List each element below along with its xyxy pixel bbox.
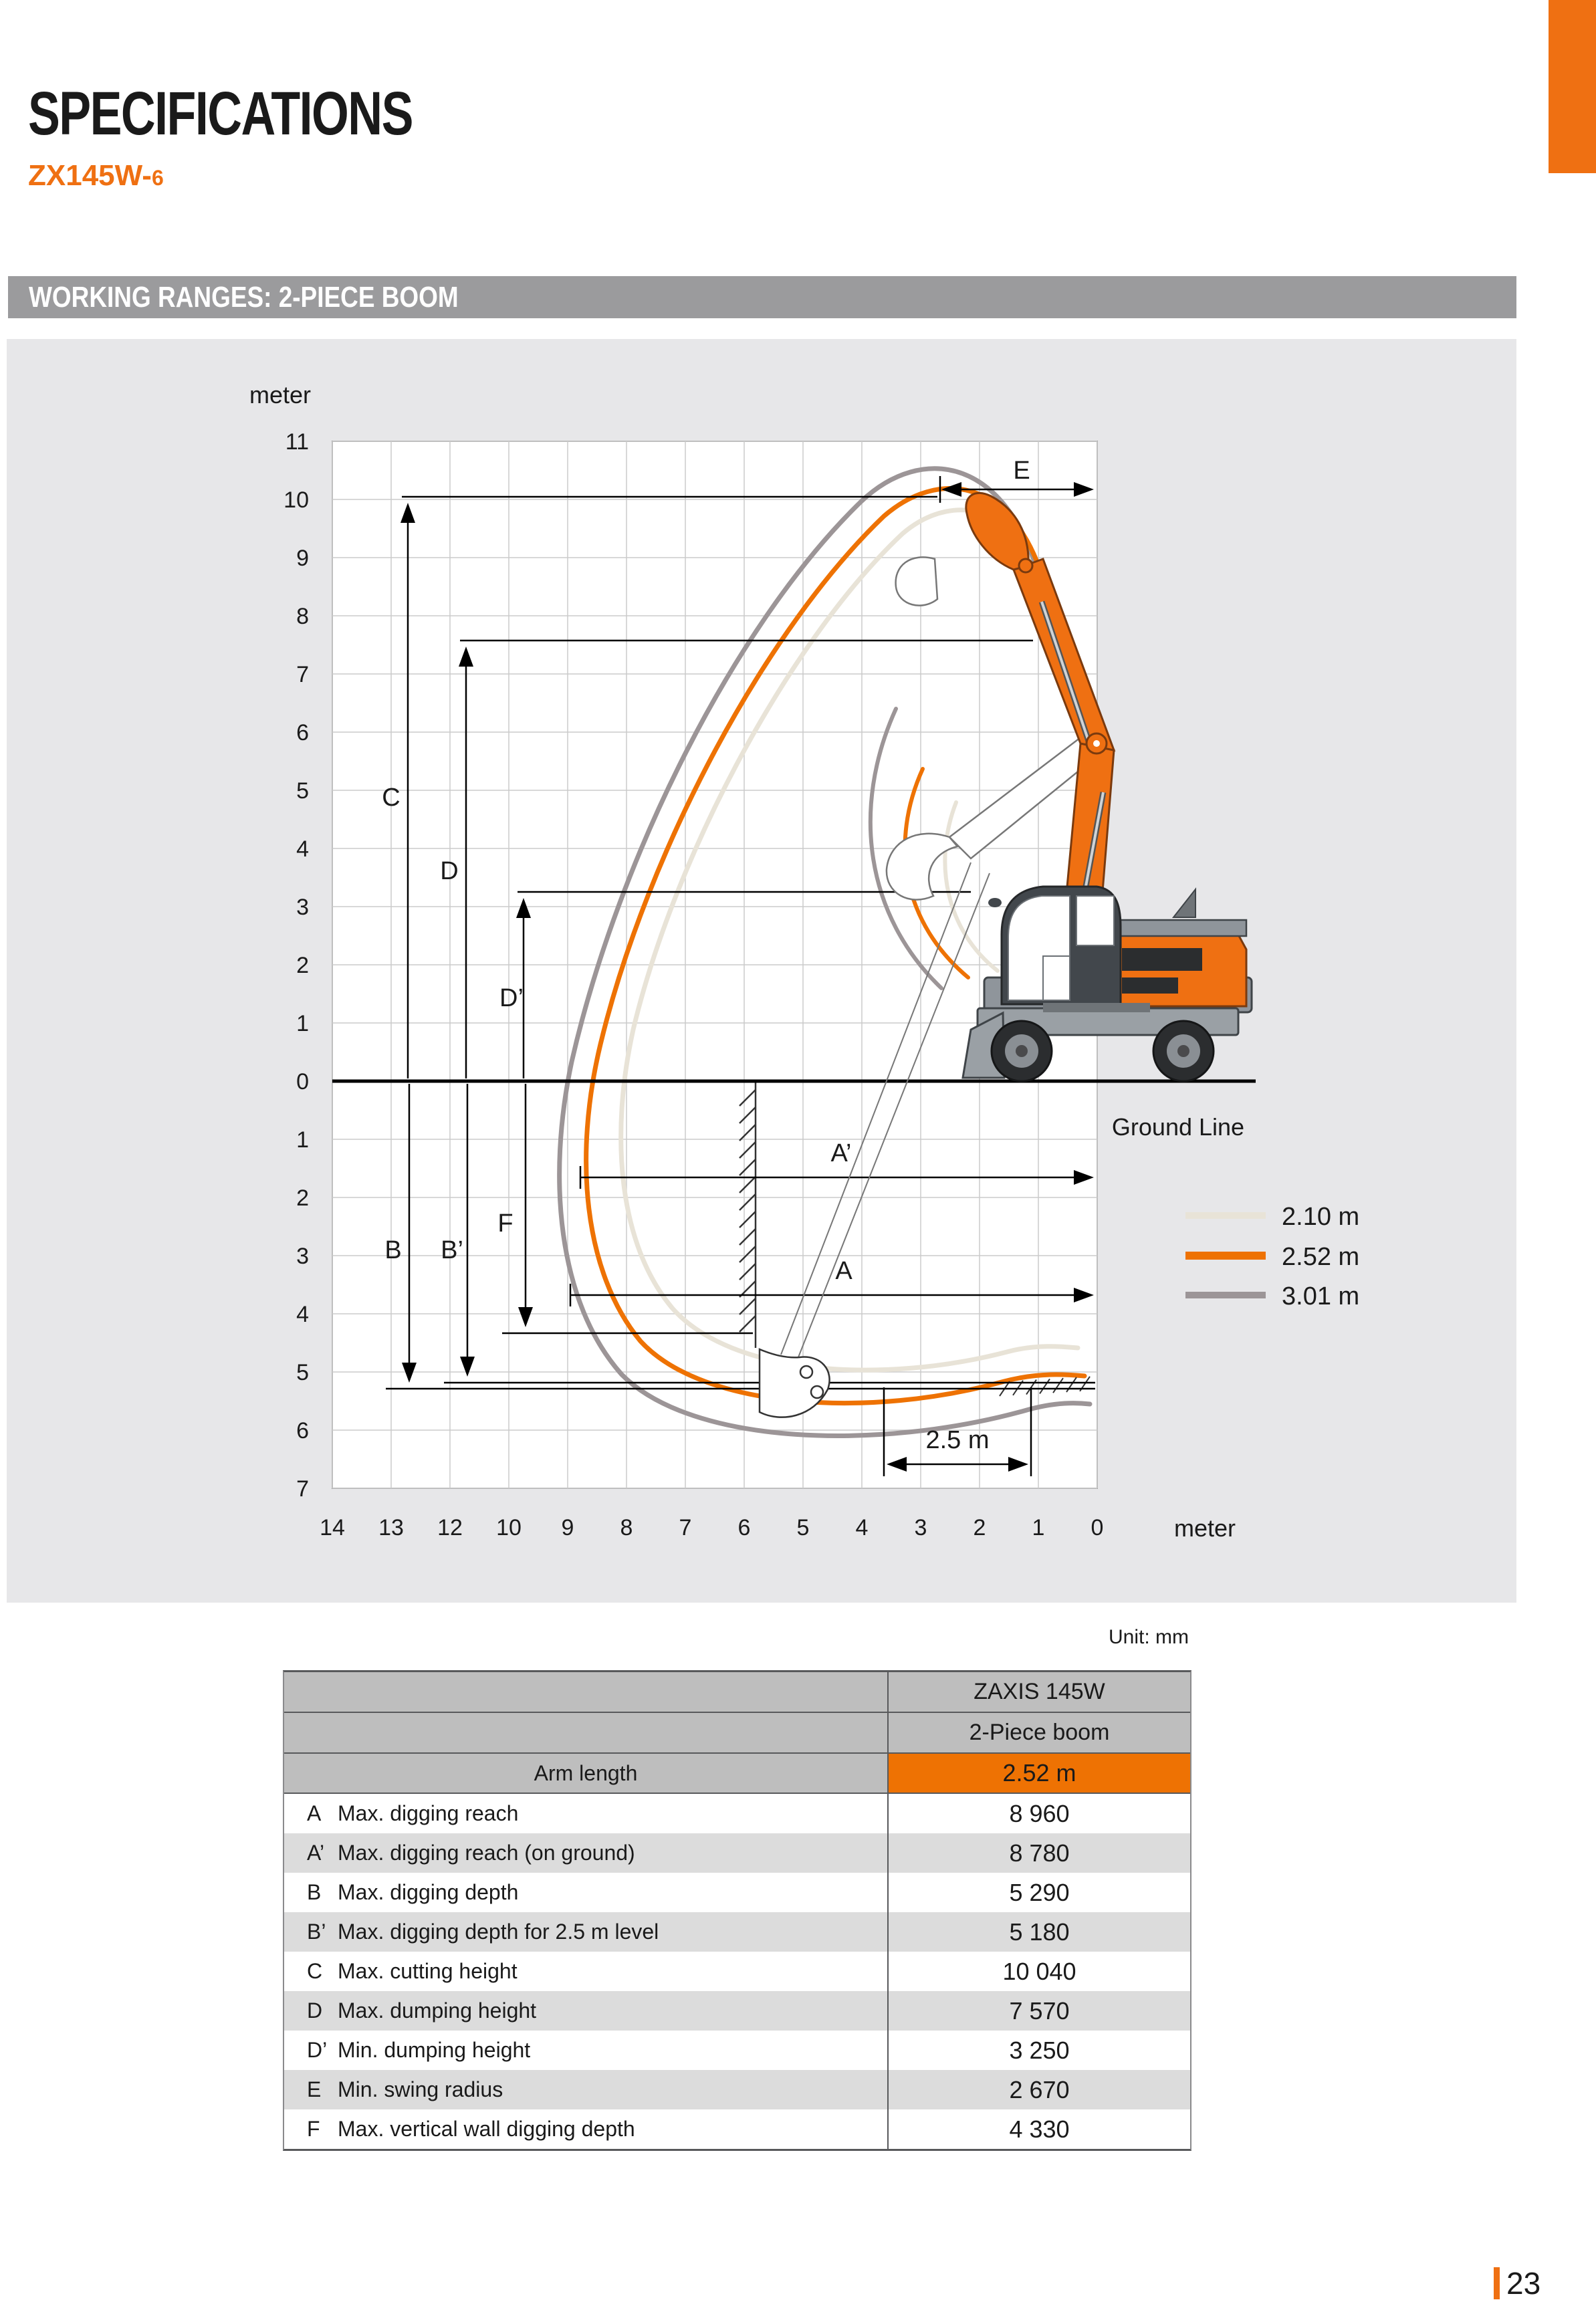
legend-swatch-3-01m	[1185, 1292, 1266, 1298]
dim-label-E: E	[1013, 457, 1030, 485]
y-tick-label: 7	[296, 662, 309, 687]
row-label: Max. digging reach	[338, 1801, 519, 1825]
y-tick-label: 2	[296, 1185, 309, 1211]
y-tick-label: 2	[296, 953, 309, 978]
page-title: SPECIFICATIONS	[28, 80, 413, 148]
legend-swatch-2-10m	[1185, 1212, 1266, 1219]
table-row-arm-length	[284, 1754, 1190, 1794]
y-tick-label: 4	[296, 836, 309, 862]
model-code-prefix: ZX145W-	[28, 159, 152, 192]
table-row-B	[284, 1873, 1190, 1912]
y-tick-label: 5	[296, 1360, 309, 1385]
x-tick-label: 1	[1032, 1515, 1045, 1540]
dim-label-F: F	[497, 1209, 514, 1238]
table-header-row-model	[284, 1672, 1190, 1713]
x-tick-label: 7	[679, 1515, 692, 1540]
legend-label-2-10m: 2.10 m	[1282, 1203, 1360, 1231]
dim-label-A: A	[835, 1257, 852, 1285]
y-tick-label: 4	[296, 1302, 309, 1327]
dim-label-C: C	[382, 784, 401, 812]
row-label: Max. digging depth for 2.5 m level	[338, 1920, 659, 1944]
x-tick-label: 5	[796, 1515, 810, 1540]
x-tick-label: 2	[973, 1515, 986, 1540]
row-label: Min. dumping height	[338, 2038, 531, 2062]
x-tick-label: 13	[378, 1515, 404, 1540]
table-row-D-prime	[284, 2031, 1190, 2070]
row-letter: C	[307, 1959, 323, 1983]
row-letter: B’	[307, 1920, 326, 1944]
section-header-title: WORKING RANGES: 2-PIECE BOOM	[29, 280, 459, 314]
x-tick-label: 8	[620, 1515, 633, 1540]
table-header-row-boom	[284, 1713, 1190, 1754]
y-tick-label: 6	[296, 1418, 309, 1444]
row-label: Max. digging reach (on ground)	[338, 1841, 635, 1865]
row-value: 4 330	[887, 2109, 1190, 2149]
table-row-C	[284, 1952, 1190, 1991]
x-tick-label: 12	[437, 1515, 463, 1540]
row-label: Max. cutting height	[338, 1959, 518, 1983]
dim-label-B-prime: B’	[441, 1236, 463, 1264]
y-axis-ticks	[283, 429, 309, 1502]
row-value: 3 250	[887, 2031, 1190, 2070]
legend-label-3-01m: 3.01 m	[1282, 1282, 1360, 1310]
ground-line-label: Ground Line	[1111, 1113, 1245, 1141]
row-label: Min. swing radius	[338, 2077, 503, 2101]
table-row-F	[284, 2109, 1190, 2149]
y-tick-label: 1	[296, 1127, 309, 1153]
arm-length-label: Arm length	[284, 1754, 887, 1793]
row-value: 8 960	[887, 1794, 1190, 1833]
y-tick-label: 3	[296, 895, 309, 920]
table-header-model: ZAXIS 145W	[887, 1672, 1190, 1712]
spec-table	[283, 1670, 1191, 2151]
y-tick-label: 3	[296, 1244, 309, 1269]
y-tick-label: 5	[296, 778, 309, 804]
unit-note: Unit: mm	[1109, 1626, 1189, 1648]
dim-label-A-prime: A’	[830, 1139, 852, 1167]
row-value: 7 570	[887, 1991, 1190, 2031]
y-tick-label: 7	[296, 1476, 309, 1502]
x-tick-label: 6	[737, 1515, 751, 1540]
y-tick-label: 10	[283, 487, 309, 513]
y-tick-label: 9	[296, 546, 309, 571]
row-label: Max. vertical wall digging depth	[338, 2117, 635, 2141]
row-letter: A	[307, 1801, 322, 1825]
model-code-suffix: 6	[151, 166, 164, 190]
x-tick-label: 14	[320, 1515, 345, 1540]
row-label: Max. dumping height	[338, 1998, 537, 2023]
chart-legend	[1185, 1203, 1359, 1310]
row-label: Max. digging depth	[338, 1880, 519, 1904]
table-row-E	[284, 2070, 1190, 2109]
row-value: 8 780	[887, 1833, 1190, 1873]
x-axis-ticks	[320, 1515, 1103, 1540]
arm-length-value: 2.52 m	[887, 1754, 1190, 1793]
legend-swatch-2-52m	[1185, 1252, 1266, 1260]
footer-accent-bar	[1494, 2267, 1500, 2299]
table-row-B-prime	[284, 1912, 1190, 1952]
level-width-label: 2.5 m	[925, 1426, 990, 1454]
y-axis-title: meter	[249, 381, 311, 409]
dim-label-B: B	[384, 1236, 402, 1264]
page-number: 23	[1506, 2266, 1541, 2301]
table-header-boom: 2-Piece boom	[887, 1713, 1190, 1752]
row-letter: A’	[307, 1841, 325, 1865]
x-tick-label: 4	[855, 1515, 869, 1540]
legend-label-2-52m: 2.52 m	[1282, 1243, 1360, 1271]
x-tick-label: 10	[496, 1515, 522, 1540]
row-value: 5 180	[887, 1912, 1190, 1952]
row-letter: D’	[307, 2038, 328, 2062]
table-row-A-prime	[284, 1833, 1190, 1873]
page-footer	[1494, 2265, 1541, 2301]
row-value: 5 290	[887, 1873, 1190, 1912]
row-value: 2 670	[887, 2070, 1190, 2109]
row-letter: E	[307, 2077, 322, 2101]
x-tick-label: 3	[914, 1515, 927, 1540]
y-tick-label: 1	[296, 1011, 309, 1036]
row-letter: D	[307, 1998, 323, 2023]
table-row-D	[284, 1991, 1190, 2031]
table-row-A	[284, 1794, 1190, 1833]
x-tick-label: 0	[1091, 1515, 1104, 1540]
y-tick-label: 6	[296, 720, 309, 745]
row-letter: B	[307, 1880, 322, 1904]
table-body	[284, 1794, 1190, 2149]
x-axis-title: meter	[1174, 1514, 1236, 1542]
y-tick-label: 11	[285, 429, 309, 455]
y-tick-label: 8	[296, 604, 309, 629]
row-letter: F	[307, 2117, 320, 2141]
dim-label-D-prime: D’	[499, 984, 524, 1012]
dim-label-D: D	[440, 857, 459, 885]
x-tick-label: 9	[561, 1515, 574, 1540]
y-tick-label: 0	[296, 1069, 309, 1095]
row-value: 10 040	[887, 1952, 1190, 1991]
